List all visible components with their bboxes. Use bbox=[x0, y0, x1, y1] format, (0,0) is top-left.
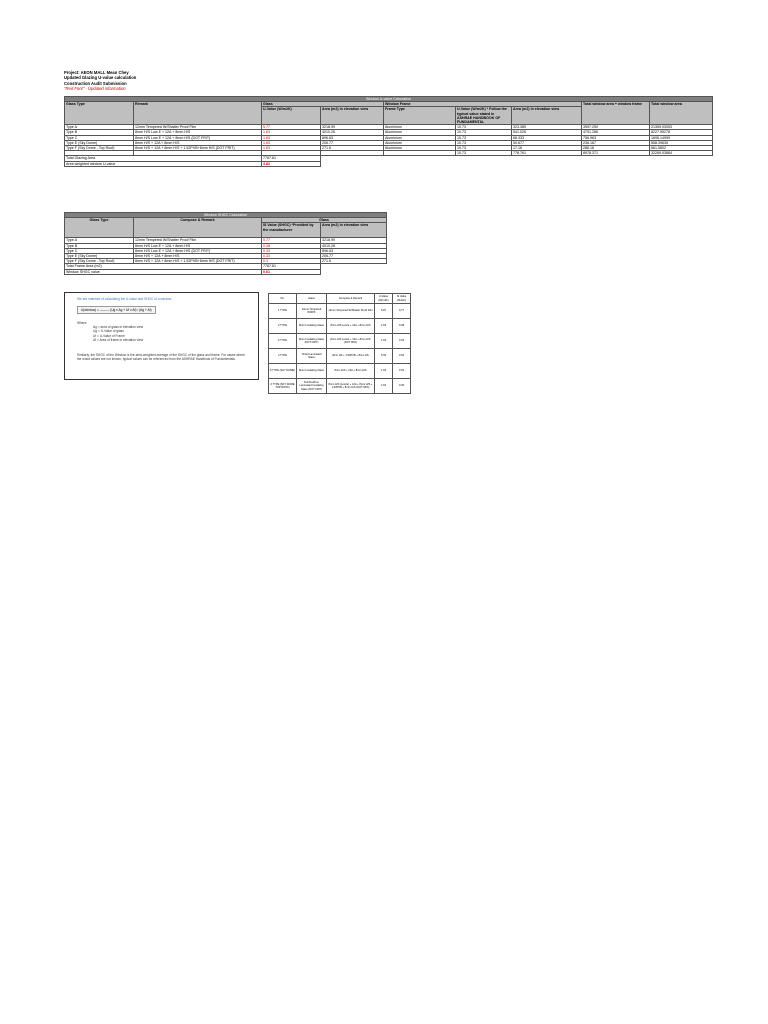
total-area-frame-cell: 288.16 bbox=[582, 146, 650, 151]
total-area-frame-cell: 236.167 bbox=[582, 140, 650, 145]
total-area-frame-cell: 8978.371 bbox=[582, 151, 650, 156]
remark-cell: 8mm H/S + 12A + 8mm H/S + 1.52PVB+8mm H/S (DOT FRIT) bbox=[134, 146, 262, 151]
ref-no-cell: 6 TYPE (SKY DOME TOP ROOF) bbox=[269, 379, 297, 394]
window-u-title: Window U-value Calculation bbox=[65, 97, 713, 102]
shgc-area-cell: 206.77 bbox=[321, 254, 387, 259]
glass-type-cell: Type B bbox=[65, 130, 134, 135]
glass-u-cell: 1.63 bbox=[262, 146, 321, 151]
shgc-remark-cell: 12mm Tempered W/Shatter Proof Film bbox=[134, 238, 262, 243]
project-title: Project: AEON MALL Mean Chey bbox=[64, 70, 129, 75]
glass-u-cell: 1.63 bbox=[262, 140, 321, 145]
ref-compose-cell: 8mm H/S Low E + 12A + 8mm H/S (DOT 90%) bbox=[327, 334, 375, 349]
table-row bbox=[269, 379, 411, 394]
frame-u-cell: 10.73 bbox=[456, 140, 512, 145]
glass-u-cell: 1.63 bbox=[262, 130, 321, 135]
glass-area-cell: 4010.26 bbox=[321, 130, 384, 135]
frame-u-cell: 10.73 bbox=[456, 135, 512, 140]
total-area-cell: 661.5802 bbox=[650, 146, 713, 151]
ref-u-cell: 1.63 bbox=[375, 334, 393, 349]
ref-shgc-cell: 0.77 bbox=[393, 304, 411, 319]
ref-col-compose: Compose & Remark bbox=[327, 294, 375, 304]
table-row bbox=[269, 364, 411, 379]
frame-type-cell: Aluminium bbox=[384, 125, 456, 130]
weighted-u-label: Area weighted window U-value bbox=[65, 161, 262, 166]
frame-area-cell: 30.677 bbox=[512, 140, 582, 145]
glass-u-cell: 1.63 bbox=[262, 135, 321, 140]
ref-shgc-cell: 0.33 bbox=[393, 334, 411, 349]
frame-type-cell: Aluminium bbox=[384, 135, 456, 140]
shgc-glass-type-cell: Type A bbox=[65, 238, 134, 243]
remark-cell: 8mm H/S Low E + 12A + 8mm H/S bbox=[134, 130, 262, 135]
table-row bbox=[269, 319, 411, 334]
ref-compose-cell: 8mm H/S + 12A + 8mm H/S bbox=[327, 364, 375, 379]
formula-definitions bbox=[77, 321, 143, 342]
ref-glass-cell: Tinted Laminated Glass bbox=[297, 349, 327, 364]
def-item: Ug = U-Value of glass bbox=[93, 329, 124, 334]
total-area-frame-cell: 3597.250 bbox=[582, 125, 650, 130]
frame-area-cell: 68.333 bbox=[512, 135, 582, 140]
remark-cell: 8mm H/S Low E + 12A + 8mm H/S (DOT FRIT) bbox=[134, 135, 262, 140]
red-font-note: "Red Font" - Updated information bbox=[64, 86, 126, 92]
shgc-remark-cell: 8mm H/S + 12A + 8mm H/S bbox=[134, 254, 262, 259]
table-row bbox=[269, 304, 411, 319]
window-shgc-table bbox=[64, 212, 387, 275]
frame-type-cell: Aluminium bbox=[384, 140, 456, 145]
def-item: Af = Area of frame in elevation view bbox=[93, 337, 144, 342]
col-glass-type: Glass Type bbox=[65, 102, 134, 125]
glass-area-cell: 206.77 bbox=[321, 140, 384, 145]
frame-u-cell: 10.73 bbox=[456, 125, 512, 130]
window-shgc-title: Window SHGC Calculation bbox=[65, 213, 387, 218]
table-row bbox=[269, 334, 411, 349]
shgc-value-label: Window SHGC value bbox=[65, 269, 262, 274]
document-subtitle: Updated Glazing U-value calculation bbox=[64, 75, 137, 81]
remark-cell: 8mm H/S + 12A + 8mm H/S bbox=[134, 140, 262, 145]
ref-shgc-cell: 0.30 bbox=[393, 379, 411, 394]
sub-area: Area (m2) in elevation view bbox=[321, 107, 384, 125]
glass-u-cell: 5.77 bbox=[262, 125, 321, 130]
ref-glass-cell: 8+12A+8mm Laminated Insulating Glass (DOT FRIT) bbox=[297, 379, 327, 394]
ref-u-cell: 1.63 bbox=[375, 379, 393, 394]
ref-col-u: U-Value (W/m2K) bbox=[375, 294, 393, 304]
shgc-area-cell: 271.6 bbox=[321, 259, 387, 264]
glass-type-cell: Type A bbox=[65, 125, 134, 130]
shgc-value-cell: 0.33 bbox=[262, 248, 321, 253]
ref-compose-cell: 12mm Tempered W/Shatter Proof Film bbox=[327, 304, 375, 319]
shgc-col-glass-type: Glass Type bbox=[65, 218, 134, 238]
shgc-col-glass: Glass bbox=[262, 218, 387, 223]
shgc-col-compose: Compose & Remark bbox=[134, 218, 262, 238]
frame-type-cell: Aluminium bbox=[384, 130, 456, 135]
total-glazing-value: 7787.61 bbox=[262, 156, 321, 161]
frame-type-cell: Aluminium bbox=[384, 146, 456, 151]
total-area-cell: 32269.03884 bbox=[650, 151, 713, 156]
total-area-frame-cell: 4751.286 bbox=[582, 130, 650, 135]
glass-type-cell: Type C bbox=[65, 135, 134, 140]
frame-area-cell: 541.026 bbox=[512, 130, 582, 135]
frame-area-cell: 323.385 bbox=[512, 125, 582, 130]
shgc-value-cell: 0.3 bbox=[262, 259, 321, 264]
ref-no-cell: 1 TYPE bbox=[269, 304, 297, 319]
shgc-value-cell: 0.77 bbox=[262, 238, 321, 243]
shgc-sub-value: SI Value (SHGC) *Provided by the manufacturer bbox=[262, 223, 321, 238]
ref-no-cell: 4 TYPE bbox=[269, 349, 297, 364]
shgc-sub-area: Area (m2) in elevation view bbox=[321, 223, 387, 238]
ref-no-cell: 2 TYPE bbox=[269, 319, 297, 334]
ref-glass-cell: 8mm Insulating Glass (DOT FRIT) bbox=[297, 334, 327, 349]
ref-u-cell: 5.39 bbox=[375, 349, 393, 364]
shgc-remark-cell: 8mm H/S + 12A + 8mm H/S + 1.52PVB+8mm H/S (DOT FRIT) bbox=[134, 259, 262, 264]
shgc-value: 0.61 bbox=[262, 269, 321, 274]
def-item: Ag = area of glass in elevation view bbox=[93, 325, 144, 330]
col-glass: Glass bbox=[262, 102, 384, 107]
col-total-area: Total window area bbox=[650, 102, 713, 125]
ref-glass-cell: 8mm Insulating Glass bbox=[297, 364, 327, 379]
ref-col-glass: Glass bbox=[297, 294, 327, 304]
glass-area-cell: 271.6 bbox=[321, 146, 384, 151]
ref-glass-cell: 8mm Insulating Glass bbox=[297, 319, 327, 334]
ref-u-cell: 5.87 bbox=[375, 304, 393, 319]
shgc-value-cell: 0.38 bbox=[262, 243, 321, 248]
col-remark: Remark bbox=[134, 102, 262, 125]
total-area-cell: 21359.03053 bbox=[650, 125, 713, 130]
ref-shgc-cell: 0.54 bbox=[393, 349, 411, 364]
ref-no-cell: 5 TYPE (SKY DOME) bbox=[269, 364, 297, 379]
glass-area-cell: 896.63 bbox=[321, 135, 384, 140]
ref-no-cell: 3 TYPE bbox=[269, 334, 297, 349]
frame-area-cell: 17.16 bbox=[512, 146, 582, 151]
shgc-area-cell: 896.63 bbox=[321, 248, 387, 253]
sub-u-value: U-Value (W/m2K) bbox=[262, 107, 321, 125]
ref-compose-cell: 8mm H/S (Low E) + 12A + 8mm H/S + 1.52PVB + 8mm H/S (DOT 90%) bbox=[327, 379, 375, 394]
ref-u-cell: 1.63 bbox=[375, 319, 393, 334]
ref-col-no: No. bbox=[269, 294, 297, 304]
shgc-glass-type-cell: Type C bbox=[65, 248, 134, 253]
shgc-area-cell: 4010.26 bbox=[321, 243, 387, 248]
ref-compose-cell: 8mm HS + 1.52PVB + 8mm HS bbox=[327, 349, 375, 364]
total-glazing-label: Total Glazing Area bbox=[65, 156, 262, 161]
note-intro: We are matched of calculating the U-value and SHGC of a window: bbox=[77, 297, 172, 301]
weighted-u-value: 3.82 bbox=[262, 161, 321, 166]
window-u-value-table bbox=[64, 96, 713, 167]
total-area-cell: 8227.95278 bbox=[650, 130, 713, 135]
def-item: Uf = U-Value of Frame bbox=[93, 333, 125, 338]
total-area-frame-cell: 756.963 bbox=[582, 135, 650, 140]
frame-area-cell: 778.761 bbox=[512, 151, 582, 156]
document-header bbox=[64, 70, 136, 92]
col-window-frame: Window Frame bbox=[384, 102, 582, 107]
remark-cell: 12mm Tempered W/Shatter Proof Film bbox=[134, 125, 262, 130]
frame-u-cell: 10.73 bbox=[456, 146, 512, 151]
total-area-cell: 558.39635 bbox=[650, 140, 713, 145]
total-area-cell: 1695.14999 bbox=[650, 135, 713, 140]
col-total-area-frame: Total window area + window frame bbox=[582, 102, 650, 125]
glass-type-cell: Type E (Sky Dome) bbox=[65, 140, 134, 145]
shgc-total-value: 7787.61 bbox=[262, 264, 321, 269]
shgc-remark-cell: 8mm H/S Low E + 12A + 8mm H/S bbox=[134, 243, 262, 248]
glass-type-cell: Type F (Sky Dome - Top Roof) bbox=[65, 146, 134, 151]
sub-frame-u: U-Value (W/m2K) * Follow the typical value stated in ASHRAE HANDBOOK OF FUNDAMENTAL bbox=[456, 107, 512, 125]
frame-u-cell: 10.73 bbox=[456, 130, 512, 135]
where-label: Where: bbox=[77, 321, 88, 325]
ref-col-shgc: SI Value (SHGC) bbox=[393, 294, 411, 304]
ref-u-cell: 1.63 bbox=[375, 364, 393, 379]
shgc-glass-type-cell: Type B bbox=[65, 243, 134, 248]
shgc-glass-type-cell: Type E (Sky Dome) bbox=[65, 254, 134, 259]
frame-u-cell: 10.73 bbox=[456, 151, 512, 156]
ref-compose-cell: 8mm H/S Low E + 12A + 8mm H/S bbox=[327, 319, 375, 334]
shgc-value-cell: 0.33 bbox=[262, 254, 321, 259]
shgc-area-cell: 3218.99 bbox=[321, 238, 387, 243]
u-value-formula: U(window) = ——— (Ug x Ag + Uf x Af) / (Ag + Af) bbox=[77, 306, 156, 314]
ref-shgc-cell: 0.38 bbox=[393, 319, 411, 334]
calculation-note-box bbox=[64, 292, 259, 380]
note-paragraph: Similarly, the SHGC of the Window is the area-weighted average of the SHGC of the glass and frame. For cases where the exact values are not known, typical values can be referenced from the ASHRAE Handbook of Fundamentals. bbox=[77, 353, 245, 362]
submission-label: Construction Audit Submission bbox=[64, 80, 127, 86]
glass-reference-table bbox=[268, 293, 411, 394]
table-row bbox=[269, 349, 411, 364]
shgc-glass-type-cell: Type F (Sky Dome - Top Roof) bbox=[65, 259, 134, 264]
sub-frame-type: Frame Type bbox=[384, 107, 456, 125]
shgc-total-label: Total Frame Area (m2) bbox=[65, 264, 262, 269]
shgc-remark-cell: 8mm H/S Low E + 12A + 8mm H/S (DOT FRIT) bbox=[134, 248, 262, 253]
ref-shgc-cell: 0.33 bbox=[393, 364, 411, 379]
glass-area-cell: 3218.99 bbox=[321, 125, 384, 130]
ref-glass-cell: 12mm Tempered W/SPF bbox=[297, 304, 327, 319]
sub-frame-area: Area (m2) in elevation view bbox=[512, 107, 582, 125]
